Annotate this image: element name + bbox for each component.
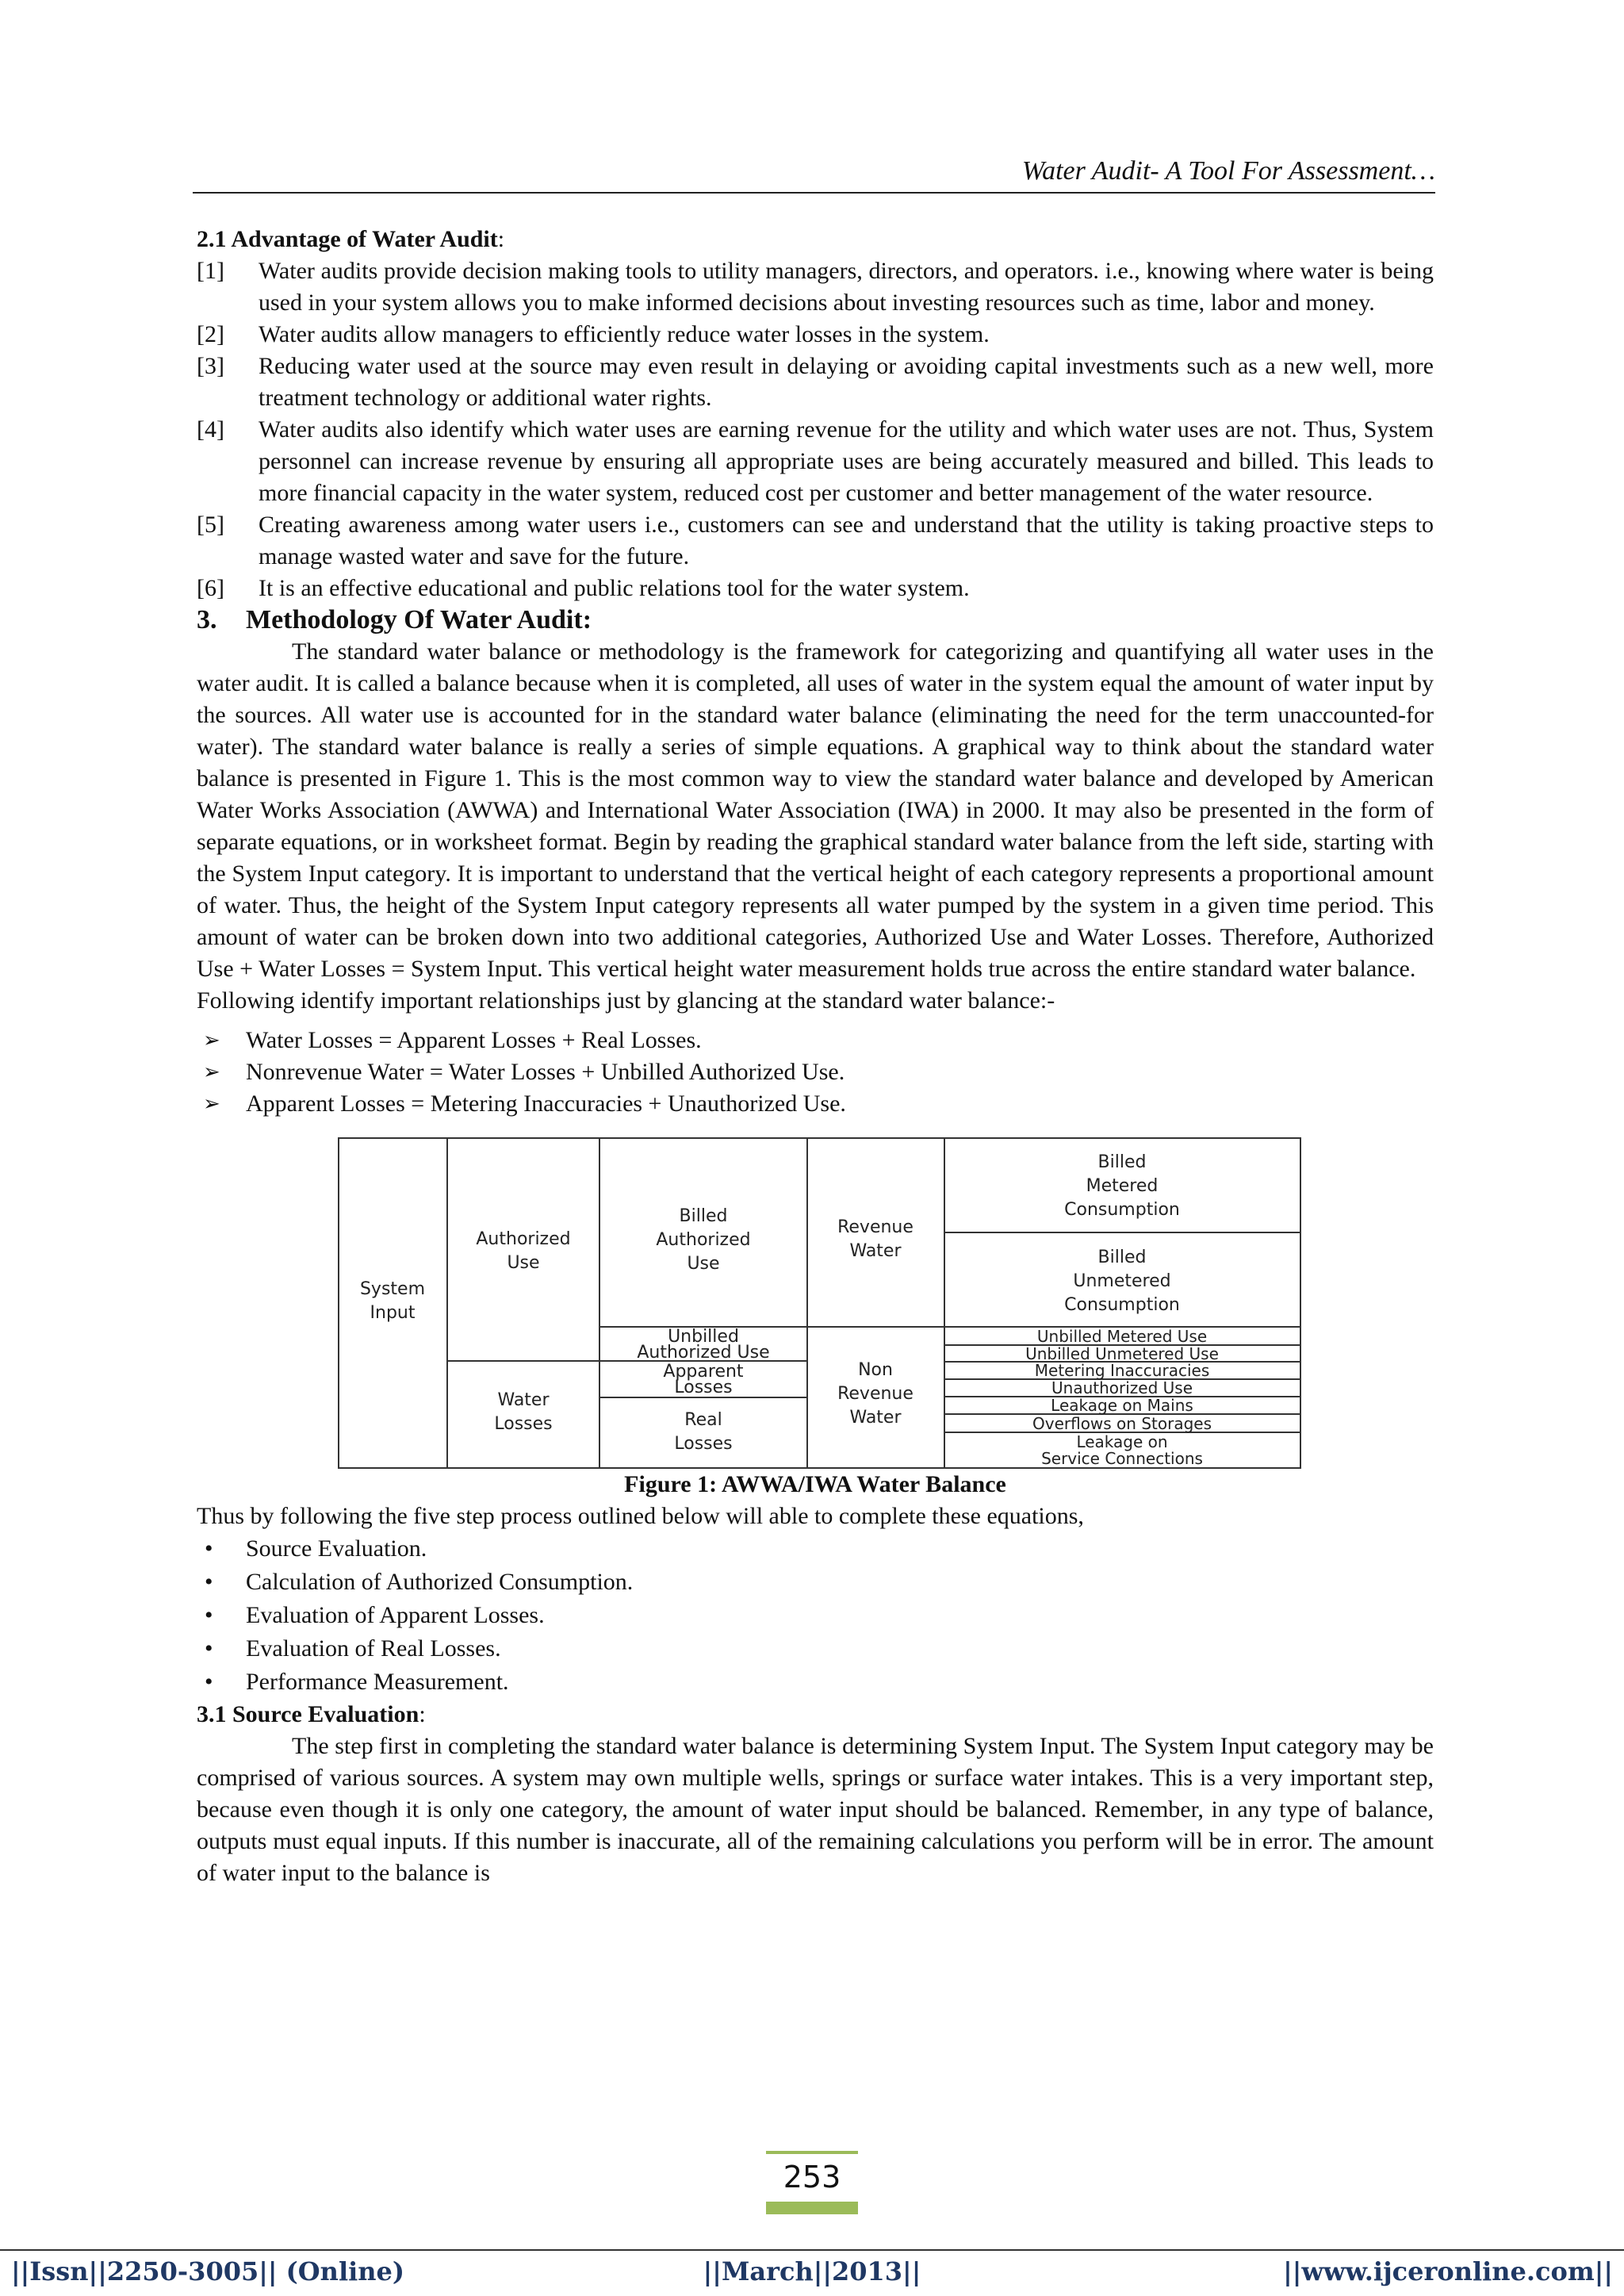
page-number: 253 bbox=[783, 2160, 841, 2194]
arrow-bullet-icon: ➢ bbox=[203, 1092, 220, 1116]
footer-issn: ||Issn||2250-3005|| (Online) bbox=[11, 2256, 405, 2286]
bullet-icon: • bbox=[205, 1635, 213, 1662]
cell-real-losses: Real bbox=[684, 1410, 722, 1430]
steps-intro: Thus by following the five step process outlined below will able to complete these equations, bbox=[197, 1503, 1084, 1529]
list-text: Water audits allow managers to efficiently reduce water losses in the system. bbox=[259, 321, 990, 347]
bullet-icon: • bbox=[205, 1569, 213, 1595]
cell-apparent-losses: Losses bbox=[674, 1378, 733, 1397]
source-evaluation-paragraph: The step first in completing the standard water balance is determining System Input. The System Input category may be comprised of various sources. A system may own multiple wells, springs or surface water intakes. This is a very important step, because even though it is only one category, the amount of water input should be balanced. Remember, in any type of balance, outputs must equal inputs. If this number is inaccurate, all of the remaining calculations you perform will be in error. The amount of water input to the balance is bbox=[197, 1733, 1434, 1886]
cell-leakage-mains: Leakage on Mains bbox=[1051, 1396, 1193, 1415]
cell-billed-metered: Metered bbox=[1086, 1176, 1159, 1196]
source-evaluation-heading-colon: : bbox=[419, 1701, 426, 1727]
list-item bbox=[197, 414, 1434, 509]
list-item bbox=[197, 351, 1434, 414]
cell-billed-metered: Consumption bbox=[1064, 1200, 1180, 1220]
list-text: Performance Measurement. bbox=[246, 1669, 509, 1695]
cell-leakage-service: Service Connections bbox=[1041, 1449, 1203, 1468]
steps-list bbox=[197, 1532, 1434, 1699]
header-rule bbox=[193, 192, 1435, 194]
list-text: Source Evaluation. bbox=[246, 1535, 427, 1562]
page-number-accent-top bbox=[766, 2151, 858, 2154]
cell-real-losses: Losses bbox=[674, 1434, 733, 1454]
list-text: Calculation of Authorized Consumption. bbox=[246, 1569, 634, 1595]
list-text: Nonrevenue Water = Water Losses + Unbilled Authorized Use. bbox=[246, 1059, 845, 1085]
cell-non-revenue-water: Revenue bbox=[837, 1384, 914, 1404]
list-item bbox=[197, 573, 1434, 604]
list-text: Water Losses = Apparent Losses + Real Losses. bbox=[246, 1027, 702, 1053]
methodology-heading bbox=[197, 604, 1434, 636]
list-marker: [3] bbox=[197, 353, 224, 379]
section-title: Methodology Of Water Audit: bbox=[246, 605, 592, 634]
list-text: Evaluation of Apparent Losses. bbox=[246, 1602, 545, 1628]
footer-rule bbox=[0, 2249, 1624, 2251]
list-item bbox=[197, 1025, 1434, 1056]
list-text: Water audits also identify which water uses are earning revenue for the utility and which water uses are not. Thus, System personnel can increase revenue by ensuring all appropriate uses are being accurately measured and billed. This leads to more financial capacity in the water system, reduced cost per customer and better management of the water resource. bbox=[259, 416, 1434, 506]
cell-system-input: System bbox=[359, 1279, 426, 1299]
bullet-icon: • bbox=[205, 1669, 213, 1695]
cell-billed-authorized-use: Use bbox=[687, 1254, 720, 1274]
cell-billed-authorized-use: Billed bbox=[679, 1206, 728, 1226]
cell-billed-authorized-use: Authorized bbox=[656, 1230, 751, 1250]
bullet-icon: • bbox=[205, 1602, 213, 1628]
list-item bbox=[197, 255, 1434, 319]
cell-system-input: Input bbox=[370, 1303, 416, 1323]
list-marker: [1] bbox=[197, 258, 224, 284]
source-evaluation-heading-text: 3.1 Source Evaluation bbox=[197, 1701, 419, 1727]
methodology-paragraph: The standard water balance or methodology is the framework for categorizing and quantifying all water uses in the water audit. It is called a balance because when it is completed, all uses of water in the system equal the amount of water input by the sources. All water use is accounted for in the standard water balance (eliminating the need for the term unaccounted-for water). The standard water balance is really a series of simple equations. A graphical way to think about the standard water balance is presented in Figure 1. This is the most common way to view the standard water balance and developed by American Water Works Association (AWWA) and International Water Association (IWA) in 2000. It may also be presented in the form of separate equations, or in worksheet format. Begin by reading the graphical standard water balance from the left side, starting with the System Input category. It is important to understand that the vertical height of each category represents a proportional amount of water. Thus, the height of the System Input category represents all water pumped by the system in a given time period. This amount of water can be broken down into two additional categories, Authorized Use and Water Losses. Therefore, Authorized Use + Water Losses = System Input. This vertical height water measurement holds true across the entire standard water balance. bbox=[197, 638, 1434, 982]
cell-non-revenue-water: Non bbox=[858, 1360, 893, 1380]
cell-non-revenue-water: Water bbox=[849, 1408, 902, 1428]
source-evaluation-heading bbox=[197, 1699, 1434, 1731]
list-text: Reducing water used at the source may even result in delaying or avoiding capital investments such as a new well, more treatment technology or additional water rights. bbox=[259, 353, 1434, 411]
list-item bbox=[197, 1632, 1434, 1665]
cell-billed-unmetered: Consumption bbox=[1064, 1295, 1180, 1315]
arrow-bullet-icon: ➢ bbox=[203, 1029, 220, 1052]
water-balance-figure bbox=[338, 1137, 1301, 1469]
list-item bbox=[197, 1665, 1434, 1699]
list-marker: [5] bbox=[197, 512, 224, 538]
list-item bbox=[197, 1088, 1434, 1120]
list-text: Apparent Losses = Metering Inaccuracies + Unauthorized Use. bbox=[246, 1091, 846, 1117]
cell-water-losses: Water bbox=[497, 1390, 550, 1410]
cell-unbilled-authorized-use: Unbilled bbox=[668, 1327, 739, 1347]
advantages-heading bbox=[197, 224, 1434, 255]
list-text: Evaluation of Real Losses. bbox=[246, 1635, 501, 1662]
cell-billed-unmetered: Billed bbox=[1097, 1248, 1147, 1267]
list-text: Creating awareness among water users i.e., customers can see and understand that the utility is taking proactive steps to manage wasted water and save for the future. bbox=[259, 512, 1434, 569]
cell-apparent-losses: Apparent bbox=[663, 1362, 744, 1382]
bullet-icon: • bbox=[205, 1535, 213, 1562]
footer-date: ||March||2013|| bbox=[703, 2256, 921, 2286]
list-marker: [6] bbox=[197, 575, 224, 601]
cell-water-losses: Losses bbox=[494, 1414, 553, 1434]
cell-unauthorized-use: Unauthorized Use bbox=[1051, 1378, 1193, 1397]
list-text: It is an effective educational and public relations tool for the water system. bbox=[259, 575, 970, 601]
cell-authorized-use: Use bbox=[507, 1253, 540, 1273]
cell-unbilled-authorized-use: Authorized Use bbox=[637, 1343, 770, 1363]
list-marker: [4] bbox=[197, 416, 224, 443]
cell-revenue-water: Revenue bbox=[837, 1217, 914, 1237]
list-item bbox=[197, 1566, 1434, 1599]
list-marker: [2] bbox=[197, 321, 224, 347]
relationships-lead: Following identify important relationships just by glancing at the standard water balance:- bbox=[197, 987, 1055, 1014]
cell-metering-inaccuracies: Metering Inaccuracies bbox=[1034, 1361, 1210, 1380]
list-item bbox=[197, 509, 1434, 573]
running-header: Water Audit- A Tool For Assessment… bbox=[1021, 156, 1435, 186]
cell-billed-metered: Billed bbox=[1097, 1152, 1147, 1172]
cell-billed-unmetered: Unmetered bbox=[1073, 1271, 1171, 1291]
cell-leakage-service: Leakage on bbox=[1076, 1432, 1168, 1451]
figure-caption: Figure 1: AWWA/IWA Water Balance bbox=[624, 1471, 1006, 1497]
list-item bbox=[197, 1599, 1434, 1632]
list-item bbox=[197, 319, 1434, 351]
advantages-heading-colon: : bbox=[497, 226, 505, 252]
cell-overflows-storages: Overflows on Storages bbox=[1032, 1414, 1212, 1433]
cell-unbilled-metered-use: Unbilled Metered Use bbox=[1036, 1327, 1208, 1346]
footer-website: ||www.ijceronline.com|| bbox=[1283, 2256, 1613, 2286]
article-body bbox=[197, 224, 1434, 1889]
cell-revenue-water: Water bbox=[849, 1241, 902, 1261]
page-number-accent-bottom bbox=[766, 2202, 858, 2214]
water-balance-table bbox=[338, 1137, 1301, 1469]
cell-authorized-use: Authorized bbox=[476, 1229, 571, 1249]
advantages-heading-text: 2.1 Advantage of Water Audit bbox=[197, 226, 498, 252]
list-item bbox=[197, 1056, 1434, 1088]
advantages-list bbox=[197, 255, 1434, 604]
section-number: 3. bbox=[197, 605, 217, 634]
relationships-list bbox=[197, 1025, 1434, 1120]
cell-unbilled-unmetered-use: Unbilled Unmetered Use bbox=[1025, 1344, 1219, 1363]
list-item bbox=[197, 1532, 1434, 1566]
list-text: Water audits provide decision making tools to utility managers, directors, and operators. i.e., knowing where water is being used in your system allows you to make informed decisions about investing resources such as time, labor and money. bbox=[259, 258, 1434, 316]
arrow-bullet-icon: ➢ bbox=[203, 1060, 220, 1084]
